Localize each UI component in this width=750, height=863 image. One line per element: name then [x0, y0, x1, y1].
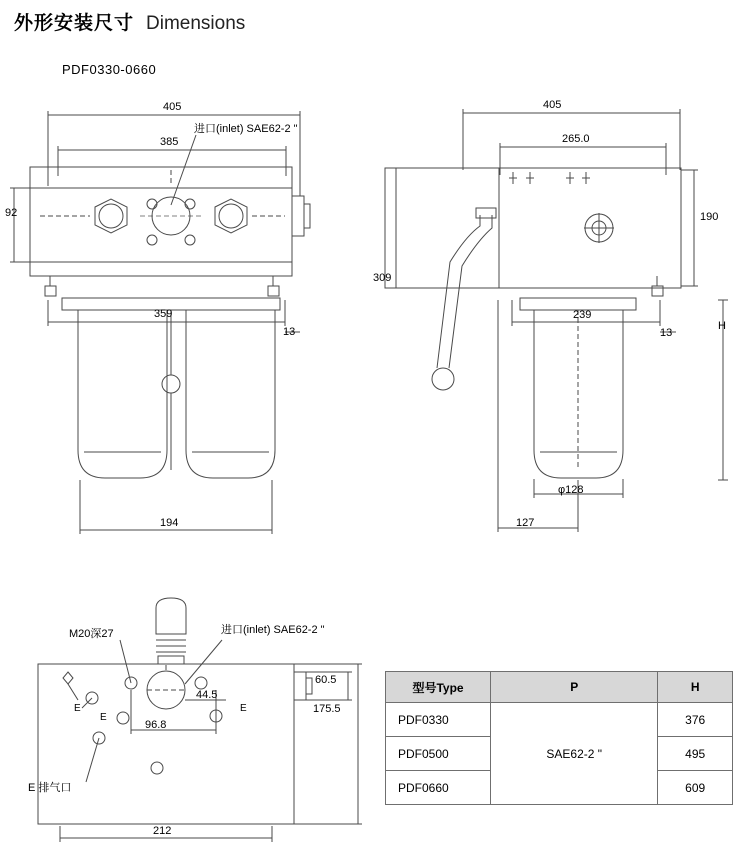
spec-table: [385, 671, 733, 805]
dim-top-44-5: 44.5: [196, 689, 218, 701]
dim-front-13: 13: [283, 326, 296, 338]
dim-side-127: 127: [516, 517, 535, 529]
dim-side-190: 190: [700, 211, 719, 223]
cell-type-0: PDF0330: [386, 703, 491, 737]
callout-inlet-front: 进口(inlet) SAE62-2 ": [194, 123, 298, 135]
dim-side-H: H: [718, 320, 726, 332]
dim-side-13: 13: [660, 327, 673, 339]
callout-m20: M20深27: [69, 628, 114, 640]
dim-front-194: 194: [160, 517, 179, 529]
cell-h-0: 376: [658, 703, 733, 737]
dim-front-405: 405: [163, 101, 182, 113]
dim-side-265: 265.0: [562, 133, 590, 145]
header-p: P: [491, 672, 658, 703]
header-h: H: [658, 672, 733, 703]
callout-vent-port: E 排气口: [28, 782, 72, 794]
dim-top-212: 212: [153, 825, 172, 837]
table-row: [386, 703, 733, 737]
marker-e-1: E: [74, 703, 81, 714]
marker-e-3: E: [240, 703, 247, 714]
model-label: PDF0330-0660: [62, 62, 157, 77]
dim-front-385: 385: [160, 136, 179, 148]
marker-e-2: E: [100, 712, 107, 723]
page-title-en: Dimensions: [146, 13, 246, 34]
dim-side-239: 239: [573, 309, 592, 321]
table-header-row: [386, 672, 733, 703]
header-type: 型号Type: [386, 672, 491, 703]
cell-type-2: PDF0660: [386, 771, 491, 805]
dim-top-60-5: 60.5: [315, 674, 337, 686]
cell-type-1: PDF0500: [386, 737, 491, 771]
dim-side-phi128: φ128: [558, 484, 584, 496]
cell-h-2: 609: [658, 771, 733, 805]
dim-top-96-8: 96.8: [145, 719, 167, 731]
dim-side-405: 405: [543, 99, 562, 111]
cell-h-1: 495: [658, 737, 733, 771]
page-title: [14, 8, 245, 35]
cell-p-merged: SAE62-2 ": [491, 703, 658, 805]
callout-inlet-top: 进口(inlet) SAE62-2 ": [221, 624, 325, 636]
dim-top-175-5: 175.5: [313, 703, 341, 715]
dim-front-92: 92: [5, 207, 18, 219]
page-title-cn: 外形安装尺寸: [14, 13, 135, 34]
dim-side-309: 309: [373, 272, 392, 284]
dim-front-359: 359: [154, 308, 173, 320]
